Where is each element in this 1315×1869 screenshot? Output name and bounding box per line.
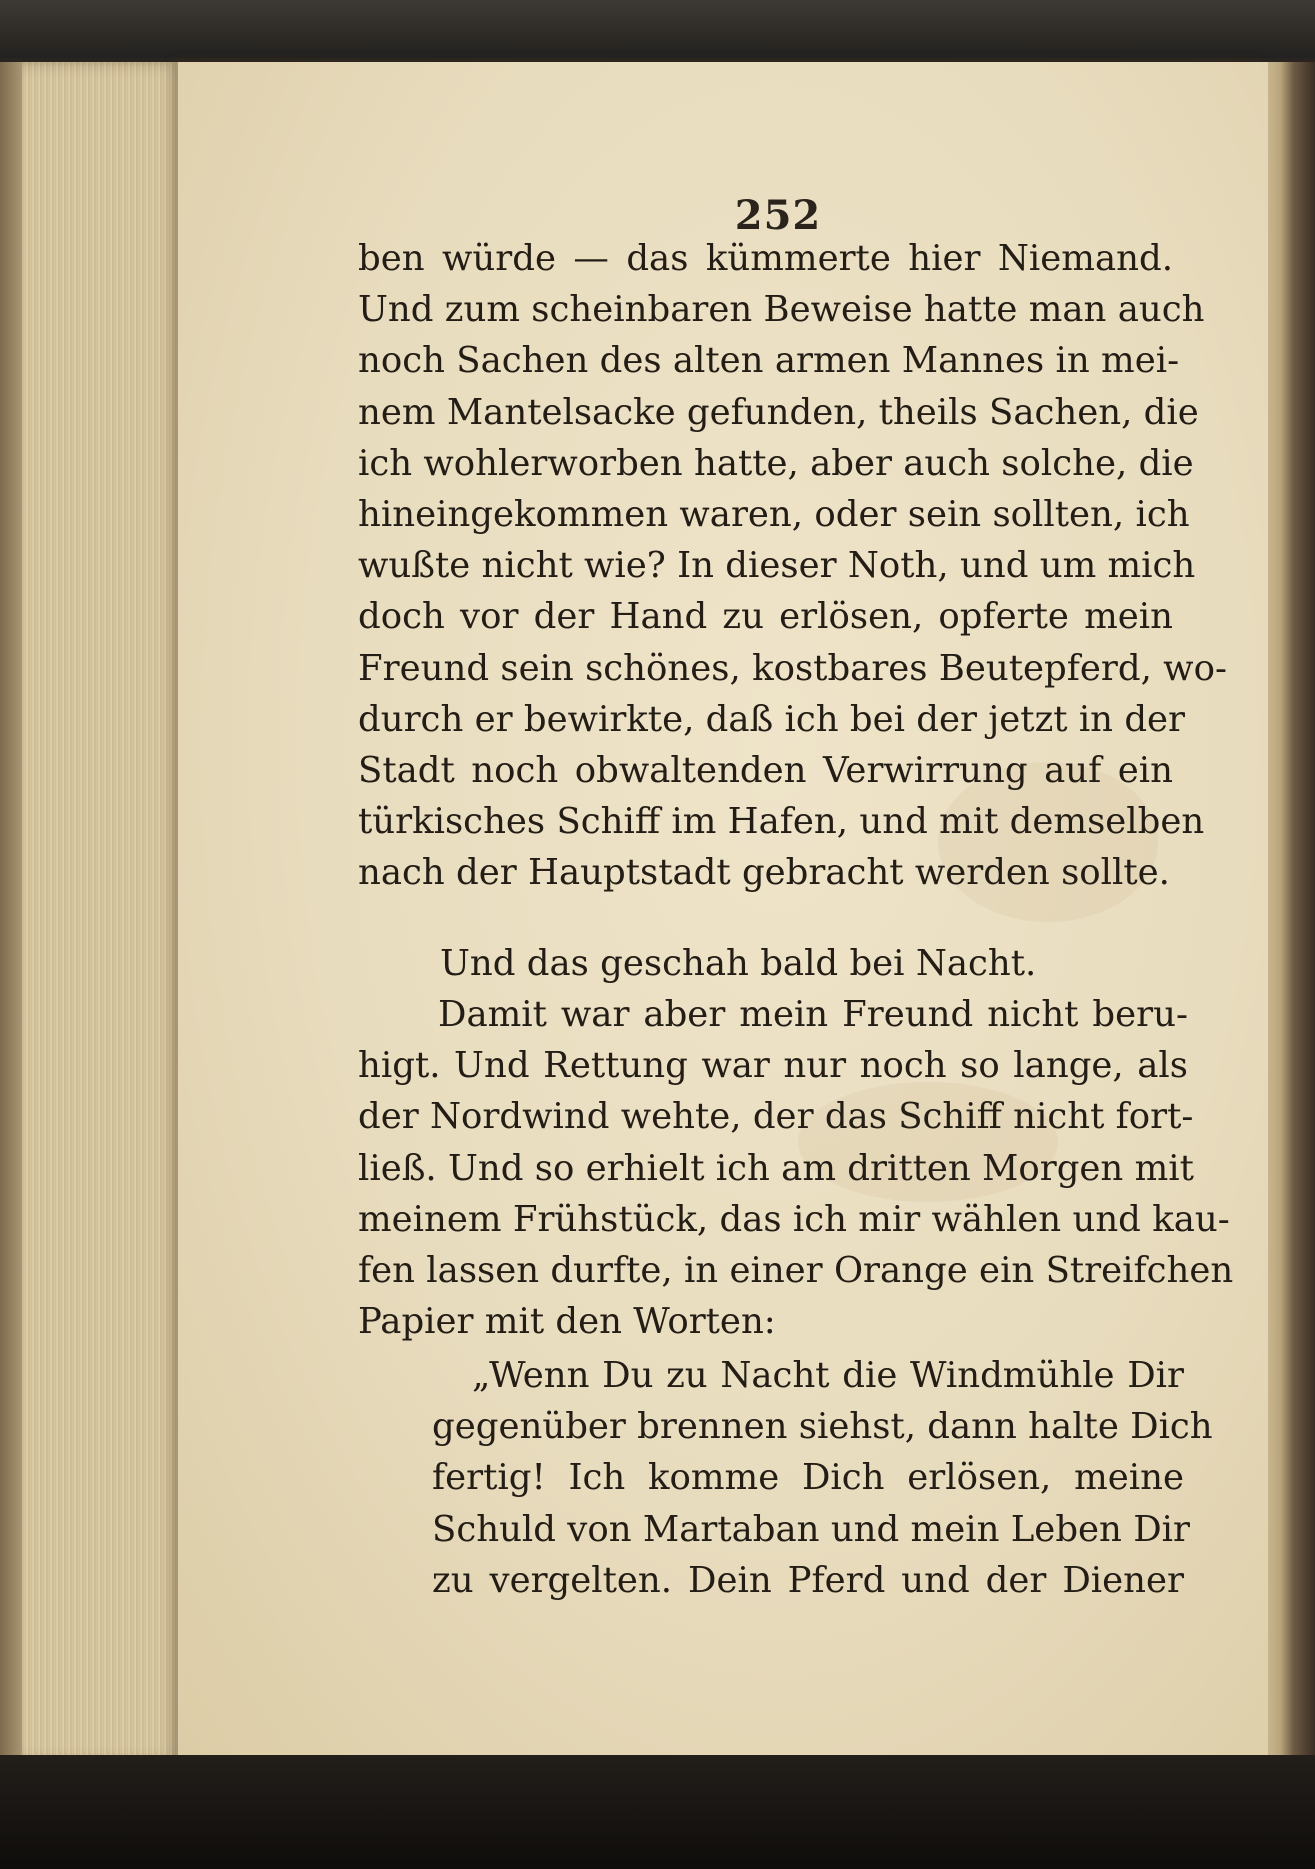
text-line: Und zum scheinbaren Beweise hatte man auch — [358, 289, 1205, 331]
text-line: Und das geschah bald bei Nacht. — [440, 943, 1037, 984]
text-line: meinem Frühstück, das ich mir wählen und kau- — [358, 1198, 1230, 1240]
text-line: fertig! Ich komme Dich erlösen, meine — [432, 1457, 1184, 1499]
text-line: Papier mit den Worten: — [358, 1301, 776, 1343]
text-line: der Nordwind wehte, der das Schiff nicht fort- — [358, 1096, 1194, 1138]
text-line: ich wohlerworben hatte, aber auch solche, die — [358, 442, 1194, 484]
paragraph-main — [358, 989, 1234, 1347]
text-line: gegenüber brennen siehst, dann halte Dich — [432, 1406, 1213, 1448]
page-number: 252 — [734, 192, 822, 239]
text-line: higt. Und Rettung war nur noch so lange, als — [358, 1045, 1188, 1087]
paragraph-short — [440, 938, 1160, 989]
text-line: Schuld von Martaban und mein Leben Dir — [432, 1508, 1190, 1550]
right-page-edge — [1262, 62, 1315, 1762]
book-bottom-edge — [0, 1755, 1315, 1869]
text-line: nach der Hauptstadt gebracht werden sollte. — [358, 852, 1170, 894]
text-line: hineingekommen waren, oder sein sollten, ich — [358, 493, 1190, 535]
text-line: Stadt noch obwaltenden Verwirrung auf ein — [358, 749, 1173, 791]
text-line: „Wenn Du zu Nacht die Windmühle Dir — [472, 1355, 1184, 1396]
text-line: doch vor der Hand zu erlösen, opferte mein — [358, 596, 1173, 638]
book-top-edge — [0, 0, 1315, 58]
text-line: türkisches Schiff im Hafen, und mit demselben — [358, 801, 1205, 843]
text-line: Freund sein schönes, kostbares Beutepferd, wo- — [358, 647, 1227, 689]
text-line: wußte nicht wie? In dieser Noth, und um mich — [358, 545, 1196, 587]
text-line: nem Mantelsacke gefunden, theils Sachen, die — [358, 391, 1199, 433]
text-line: zu vergelten. Dein Pferd und der Diener — [432, 1559, 1184, 1601]
paragraph-continuation — [358, 233, 1227, 898]
stacked-page-edges — [0, 62, 185, 1762]
text-line: ben würde — das kümmerte hier Niemand. — [358, 238, 1173, 279]
text-line: fen lassen durfte, in einer Orange ein Streifchen — [358, 1249, 1234, 1291]
text-line: noch Sachen des alten armen Mannes in mei- — [358, 340, 1180, 382]
text-line: durch er bewirkte, daß ich bei der jetzt in der — [358, 698, 1186, 740]
quote-paragraph — [432, 1350, 1213, 1606]
text-line: ließ. Und so erhielt ich am dritten Morgen mit — [358, 1147, 1194, 1189]
text-line: Damit war aber mein Freund nicht beru- — [438, 994, 1188, 1035]
